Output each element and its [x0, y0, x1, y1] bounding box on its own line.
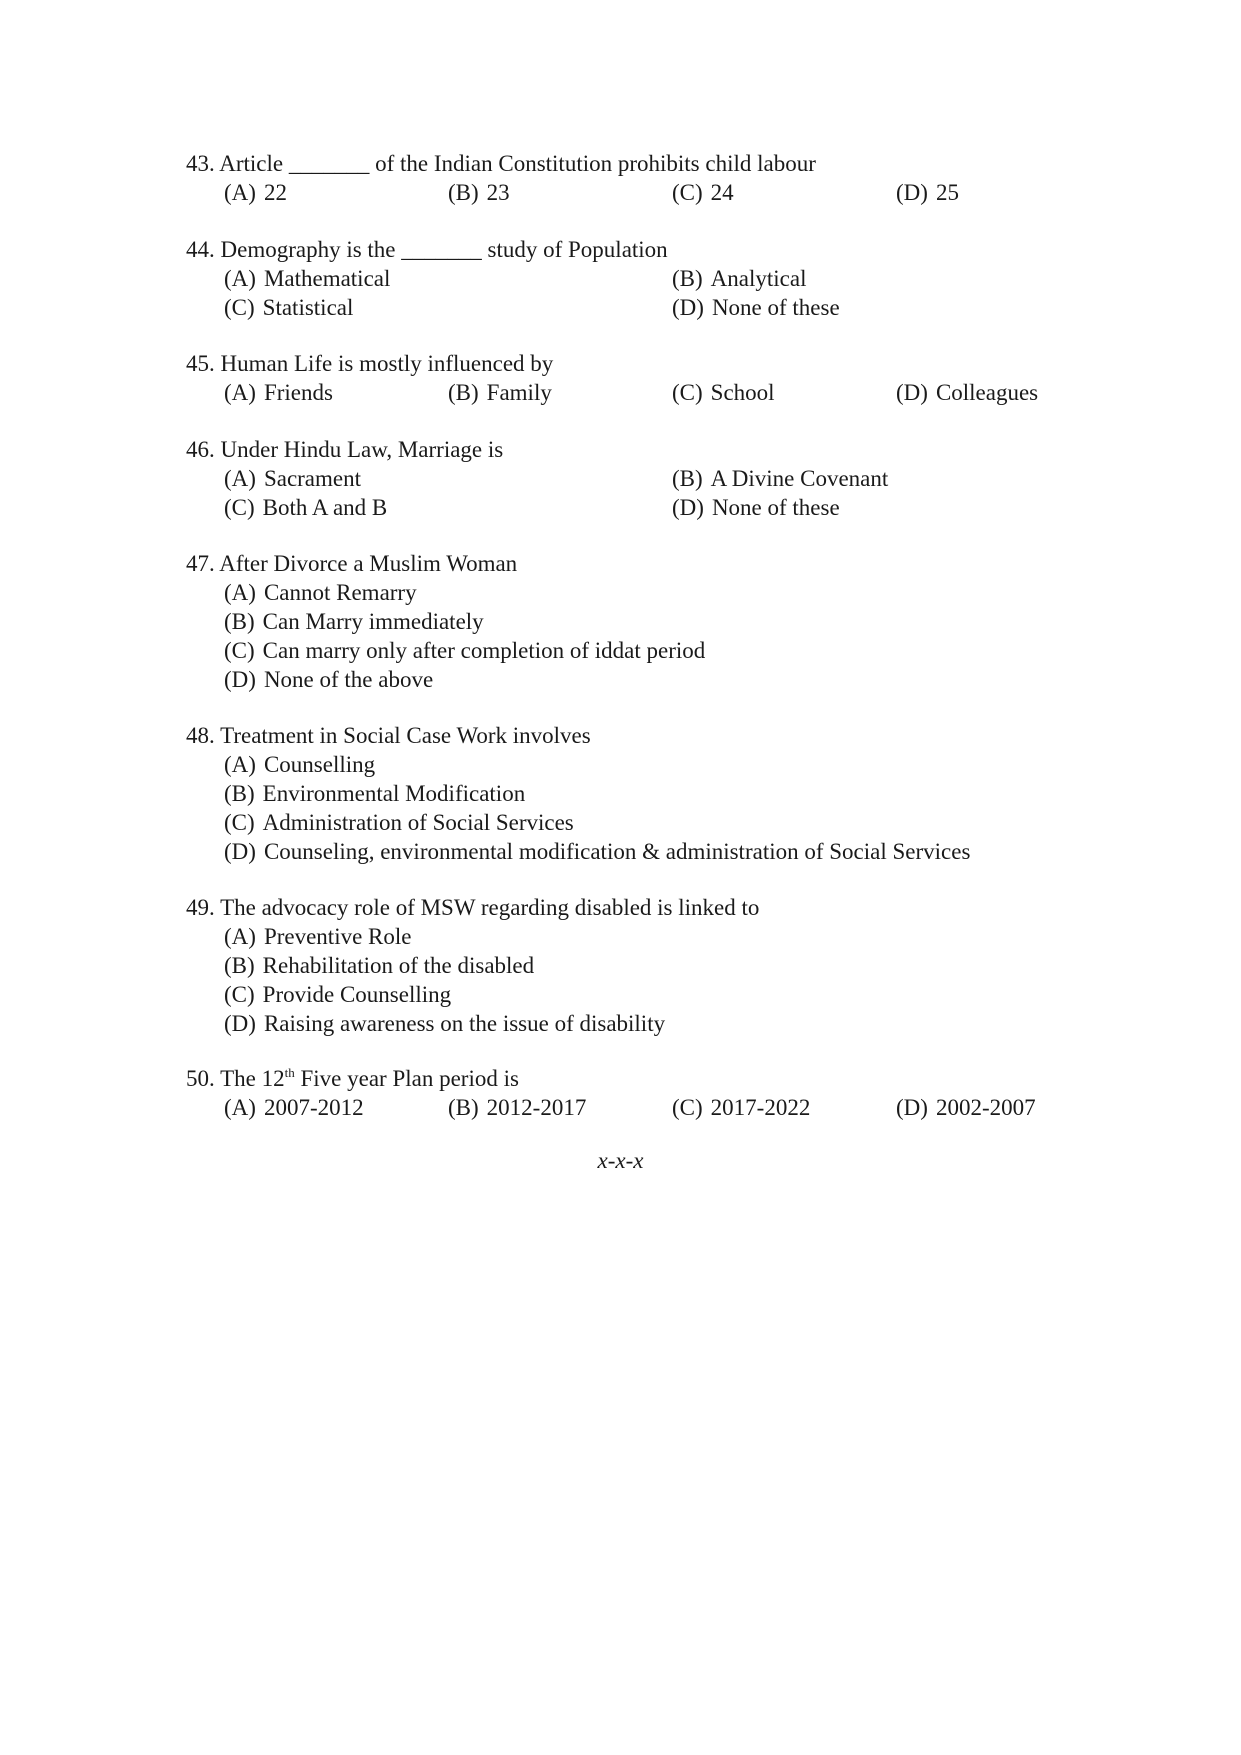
- question-number: 49.: [186, 895, 215, 920]
- option-text: Counseling, environmental modification & administration of Social Services: [263, 839, 971, 864]
- question-number: 44.: [186, 237, 215, 262]
- option-label: (B): [224, 781, 255, 806]
- fill-blank: _______: [288, 151, 370, 176]
- option-label: (B): [672, 266, 703, 291]
- option-label: (B): [224, 953, 255, 978]
- option-text: Cannot Remarry: [263, 580, 417, 605]
- option-b: [448, 1093, 586, 1122]
- option-c: [224, 293, 353, 322]
- option-d: [896, 1093, 1036, 1122]
- question-text-before: Demography is the: [220, 237, 396, 262]
- option-text: Administration of Social Services: [262, 810, 574, 835]
- option-text: Preventive Role: [263, 924, 412, 949]
- option-text: Provide Counselling: [262, 982, 452, 1007]
- option-d: [896, 378, 1038, 407]
- question-47: [186, 549, 1086, 694]
- option-text: 2007-2012: [263, 1095, 364, 1120]
- option-b: [186, 779, 1086, 808]
- option-text: 2002-2007: [935, 1095, 1036, 1120]
- option-label: (C): [672, 1095, 703, 1120]
- option-text: Mathematical: [263, 266, 391, 291]
- option-label: (B): [448, 180, 479, 205]
- question-text: [186, 235, 1086, 264]
- option-label: (C): [224, 810, 255, 835]
- options-row: [186, 493, 1086, 522]
- option-label: (D): [224, 839, 256, 864]
- question-number: 45.: [186, 351, 215, 376]
- question-49: [186, 893, 1086, 1038]
- question-number: 48.: [186, 723, 215, 748]
- question-text-before: Article: [219, 151, 284, 176]
- option-text: Rehabilitation of the disabled: [262, 953, 535, 978]
- option-c: [672, 178, 734, 207]
- question-number: 47.: [186, 551, 215, 576]
- option-label: (A): [224, 466, 256, 491]
- option-text: Raising awareness on the issue of disability: [263, 1011, 666, 1036]
- question-48: [186, 721, 1086, 866]
- option-label: (C): [224, 495, 255, 520]
- option-label: (D): [672, 295, 704, 320]
- question-text-after: of the Indian Constitution prohibits child labour: [375, 151, 816, 176]
- ordinal-superscript: th: [284, 1065, 295, 1080]
- option-c: [672, 378, 775, 407]
- option-b: [186, 607, 1086, 636]
- option-c: [224, 493, 387, 522]
- option-text: Statistical: [262, 295, 354, 320]
- option-b: [448, 178, 510, 207]
- option-label: (B): [448, 1095, 479, 1120]
- option-b: [672, 264, 806, 293]
- fill-blank: _______: [401, 237, 482, 262]
- options-row: [186, 464, 1086, 493]
- question-46: [186, 435, 1086, 522]
- option-text: Can Marry immediately: [262, 609, 484, 634]
- option-label: (A): [224, 180, 256, 205]
- question-50: [186, 1064, 1086, 1122]
- option-label: (D): [896, 1095, 928, 1120]
- question-text: [186, 435, 1086, 464]
- option-c: [186, 636, 1086, 665]
- question-body: Human Life is mostly influenced by: [220, 351, 554, 376]
- question-text-after: Five year Plan period is: [300, 1066, 519, 1091]
- option-text: 25: [935, 180, 959, 205]
- option-label: (D): [672, 495, 704, 520]
- option-d: [672, 493, 840, 522]
- option-label: (A): [224, 380, 256, 405]
- options-row: [186, 178, 1086, 207]
- option-text: Sacrament: [263, 466, 362, 491]
- question-text: [186, 549, 1086, 578]
- question-number: 50.: [186, 1066, 215, 1091]
- option-label: (C): [224, 295, 255, 320]
- option-label: (A): [224, 752, 256, 777]
- option-text: 2012-2017: [486, 1095, 587, 1120]
- end-of-paper-mark: x-x-x: [597, 1148, 644, 1173]
- option-label: (B): [448, 380, 479, 405]
- options-row: [186, 1093, 1086, 1122]
- option-a: [186, 578, 1086, 607]
- option-b: [186, 951, 1086, 980]
- options-row: [186, 264, 1086, 293]
- option-label: (B): [224, 609, 255, 634]
- option-label: (C): [224, 638, 255, 663]
- question-body: The advocacy role of MSW regarding disabled is linked to: [220, 895, 760, 920]
- option-a: [186, 750, 1086, 779]
- option-a: [186, 922, 1086, 951]
- option-d: [672, 293, 840, 322]
- question-44: [186, 235, 1086, 322]
- question-text: [186, 349, 1086, 378]
- option-label: (A): [224, 266, 256, 291]
- question-body: Under Hindu Law, Marriage is: [220, 437, 504, 462]
- options-row: [186, 293, 1086, 322]
- option-b: [448, 378, 552, 407]
- option-d: [186, 837, 1086, 866]
- option-text: 23: [486, 180, 510, 205]
- option-text: 2017-2022: [710, 1095, 811, 1120]
- question-45: [186, 349, 1086, 407]
- option-text: None of these: [711, 495, 840, 520]
- option-a: [224, 378, 333, 407]
- option-label: (D): [224, 667, 256, 692]
- option-text: 24: [710, 180, 734, 205]
- option-text: Colleagues: [935, 380, 1039, 405]
- option-a: [224, 178, 287, 207]
- option-text: Friends: [263, 380, 333, 405]
- option-text: Family: [486, 380, 552, 405]
- option-a: [224, 264, 390, 293]
- option-text: A Divine Covenant: [710, 466, 889, 491]
- option-label: (C): [672, 180, 703, 205]
- question-43: [186, 149, 1086, 207]
- question-body: After Divorce a Muslim Woman: [219, 551, 518, 576]
- option-label: (A): [224, 924, 256, 949]
- option-text: Both A and B: [262, 495, 388, 520]
- option-text: Analytical: [710, 266, 807, 291]
- option-d: [896, 178, 959, 207]
- question-text: [186, 149, 1086, 178]
- options-row: [186, 378, 1086, 407]
- option-text: School: [710, 380, 775, 405]
- option-text: Can marry only after completion of iddat period: [262, 638, 706, 663]
- question-text-after: study of Population: [487, 237, 668, 262]
- question-number: 43.: [186, 151, 215, 176]
- question-number: 46.: [186, 437, 215, 462]
- option-a: [224, 464, 361, 493]
- option-text: Counselling: [263, 752, 376, 777]
- option-text: None of the above: [263, 667, 434, 692]
- option-label: (D): [224, 1011, 256, 1036]
- option-label: (A): [224, 1095, 256, 1120]
- option-d: [186, 665, 1086, 694]
- option-label: (B): [672, 466, 703, 491]
- option-text: 22: [263, 180, 287, 205]
- option-label: (D): [896, 180, 928, 205]
- option-a: [224, 1093, 364, 1122]
- question-text: [186, 893, 1086, 922]
- option-label: (C): [672, 380, 703, 405]
- option-b: [672, 464, 888, 493]
- option-text: None of these: [711, 295, 840, 320]
- option-label: (C): [224, 982, 255, 1007]
- option-label: (A): [224, 580, 256, 605]
- option-d: [186, 1009, 1086, 1038]
- option-c: [186, 808, 1086, 837]
- question-text: [186, 721, 1086, 750]
- question-body: Treatment in Social Case Work involves: [220, 723, 591, 748]
- question-text-before: The 12: [220, 1066, 285, 1091]
- option-text: Environmental Modification: [262, 781, 526, 806]
- option-label: (D): [896, 380, 928, 405]
- question-text: [186, 1064, 1086, 1093]
- option-c: [672, 1093, 810, 1122]
- option-c: [186, 980, 1086, 1009]
